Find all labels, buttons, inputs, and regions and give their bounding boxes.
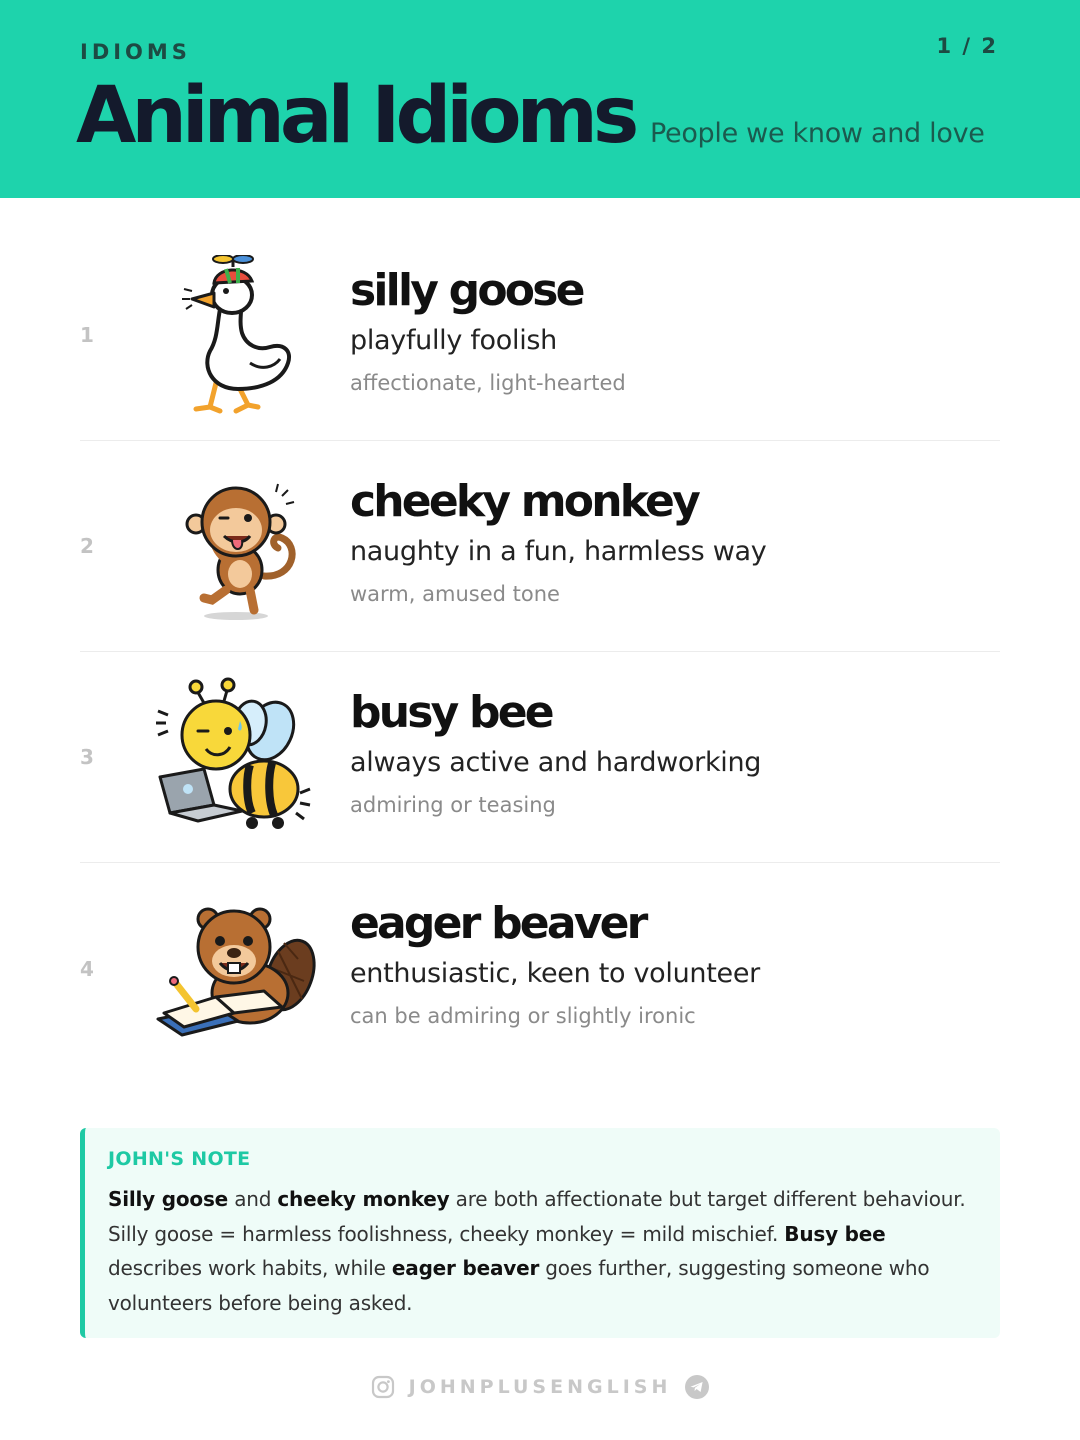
idiom-text (350, 264, 626, 396)
idiom-row (80, 441, 1000, 652)
idiom-number: 3 (80, 745, 94, 769)
category-label: IDIOMS (80, 40, 191, 64)
idiom-text (350, 897, 760, 1029)
idiom-number: 4 (80, 956, 94, 981)
note-emphasis: cheeky monkey (277, 1187, 450, 1211)
footer (0, 1372, 1080, 1402)
note-text: are both affectionate but target different behaviour. Silly goose = harmless foolishness, cheeky monkey = mild mischief. (108, 1187, 966, 1246)
idiom-tone: warm, amused tone (350, 582, 560, 606)
idiom-phrase: busy bee (350, 687, 552, 738)
note-body (108, 1182, 976, 1320)
idiom-tone: admiring or teasing (350, 793, 556, 817)
idiom-meaning: always active and hardworking (350, 747, 762, 778)
idiom-meaning: playfully foolish (350, 325, 557, 356)
note-text: describes work habits, while (108, 1256, 392, 1280)
page-title: Animal Idioms (76, 71, 635, 161)
idiom-text (350, 686, 761, 818)
idiom-meaning: naughty in a fun, harmless way (350, 536, 767, 567)
page-subtitle: People we know and love (650, 118, 985, 149)
idiom-tone: can be admiring or slightly ironic (350, 1004, 696, 1028)
idiom-row (80, 652, 1000, 863)
note-title: JOHN'S NOTE (108, 1148, 251, 1170)
header-banner (0, 0, 1080, 198)
idiom-tone: affectionate, light-hearted (350, 371, 626, 395)
note-emphasis: eager beaver (391, 1256, 540, 1280)
idiom-phrase: cheeky monkey (350, 476, 698, 527)
goose-with-propeller-cap-icon (154, 255, 320, 415)
beaver-writing-in-book-icon (154, 889, 320, 1049)
idiom-phrase: silly goose (350, 265, 583, 316)
idiom-row (80, 863, 1000, 1074)
note-text: and (228, 1187, 278, 1211)
winking-monkey-icon (154, 466, 320, 626)
idiom-meaning: enthusiastic, keen to volunteer (350, 958, 760, 989)
bee-with-laptop-icon (154, 677, 320, 837)
note-emphasis: Busy bee (784, 1221, 886, 1246)
idiom-text (350, 475, 766, 607)
note-emphasis: Silly goose (108, 1187, 229, 1211)
instagram-icon[interactable] (371, 1375, 395, 1399)
note-text: goes further, suggesting someone who volunteers before being asked. (108, 1256, 930, 1315)
author-note (80, 1128, 1000, 1338)
page-indicator: 1 / 2 (936, 34, 998, 58)
idiom-row (80, 230, 1000, 441)
telegram-icon[interactable] (685, 1375, 709, 1399)
idiom-phrase: eager beaver (350, 898, 646, 949)
idiom-number: 1 (80, 323, 94, 347)
social-handle[interactable]: JOHNPLUSENGLISH (408, 1376, 672, 1398)
idiom-number: 2 (80, 534, 94, 558)
